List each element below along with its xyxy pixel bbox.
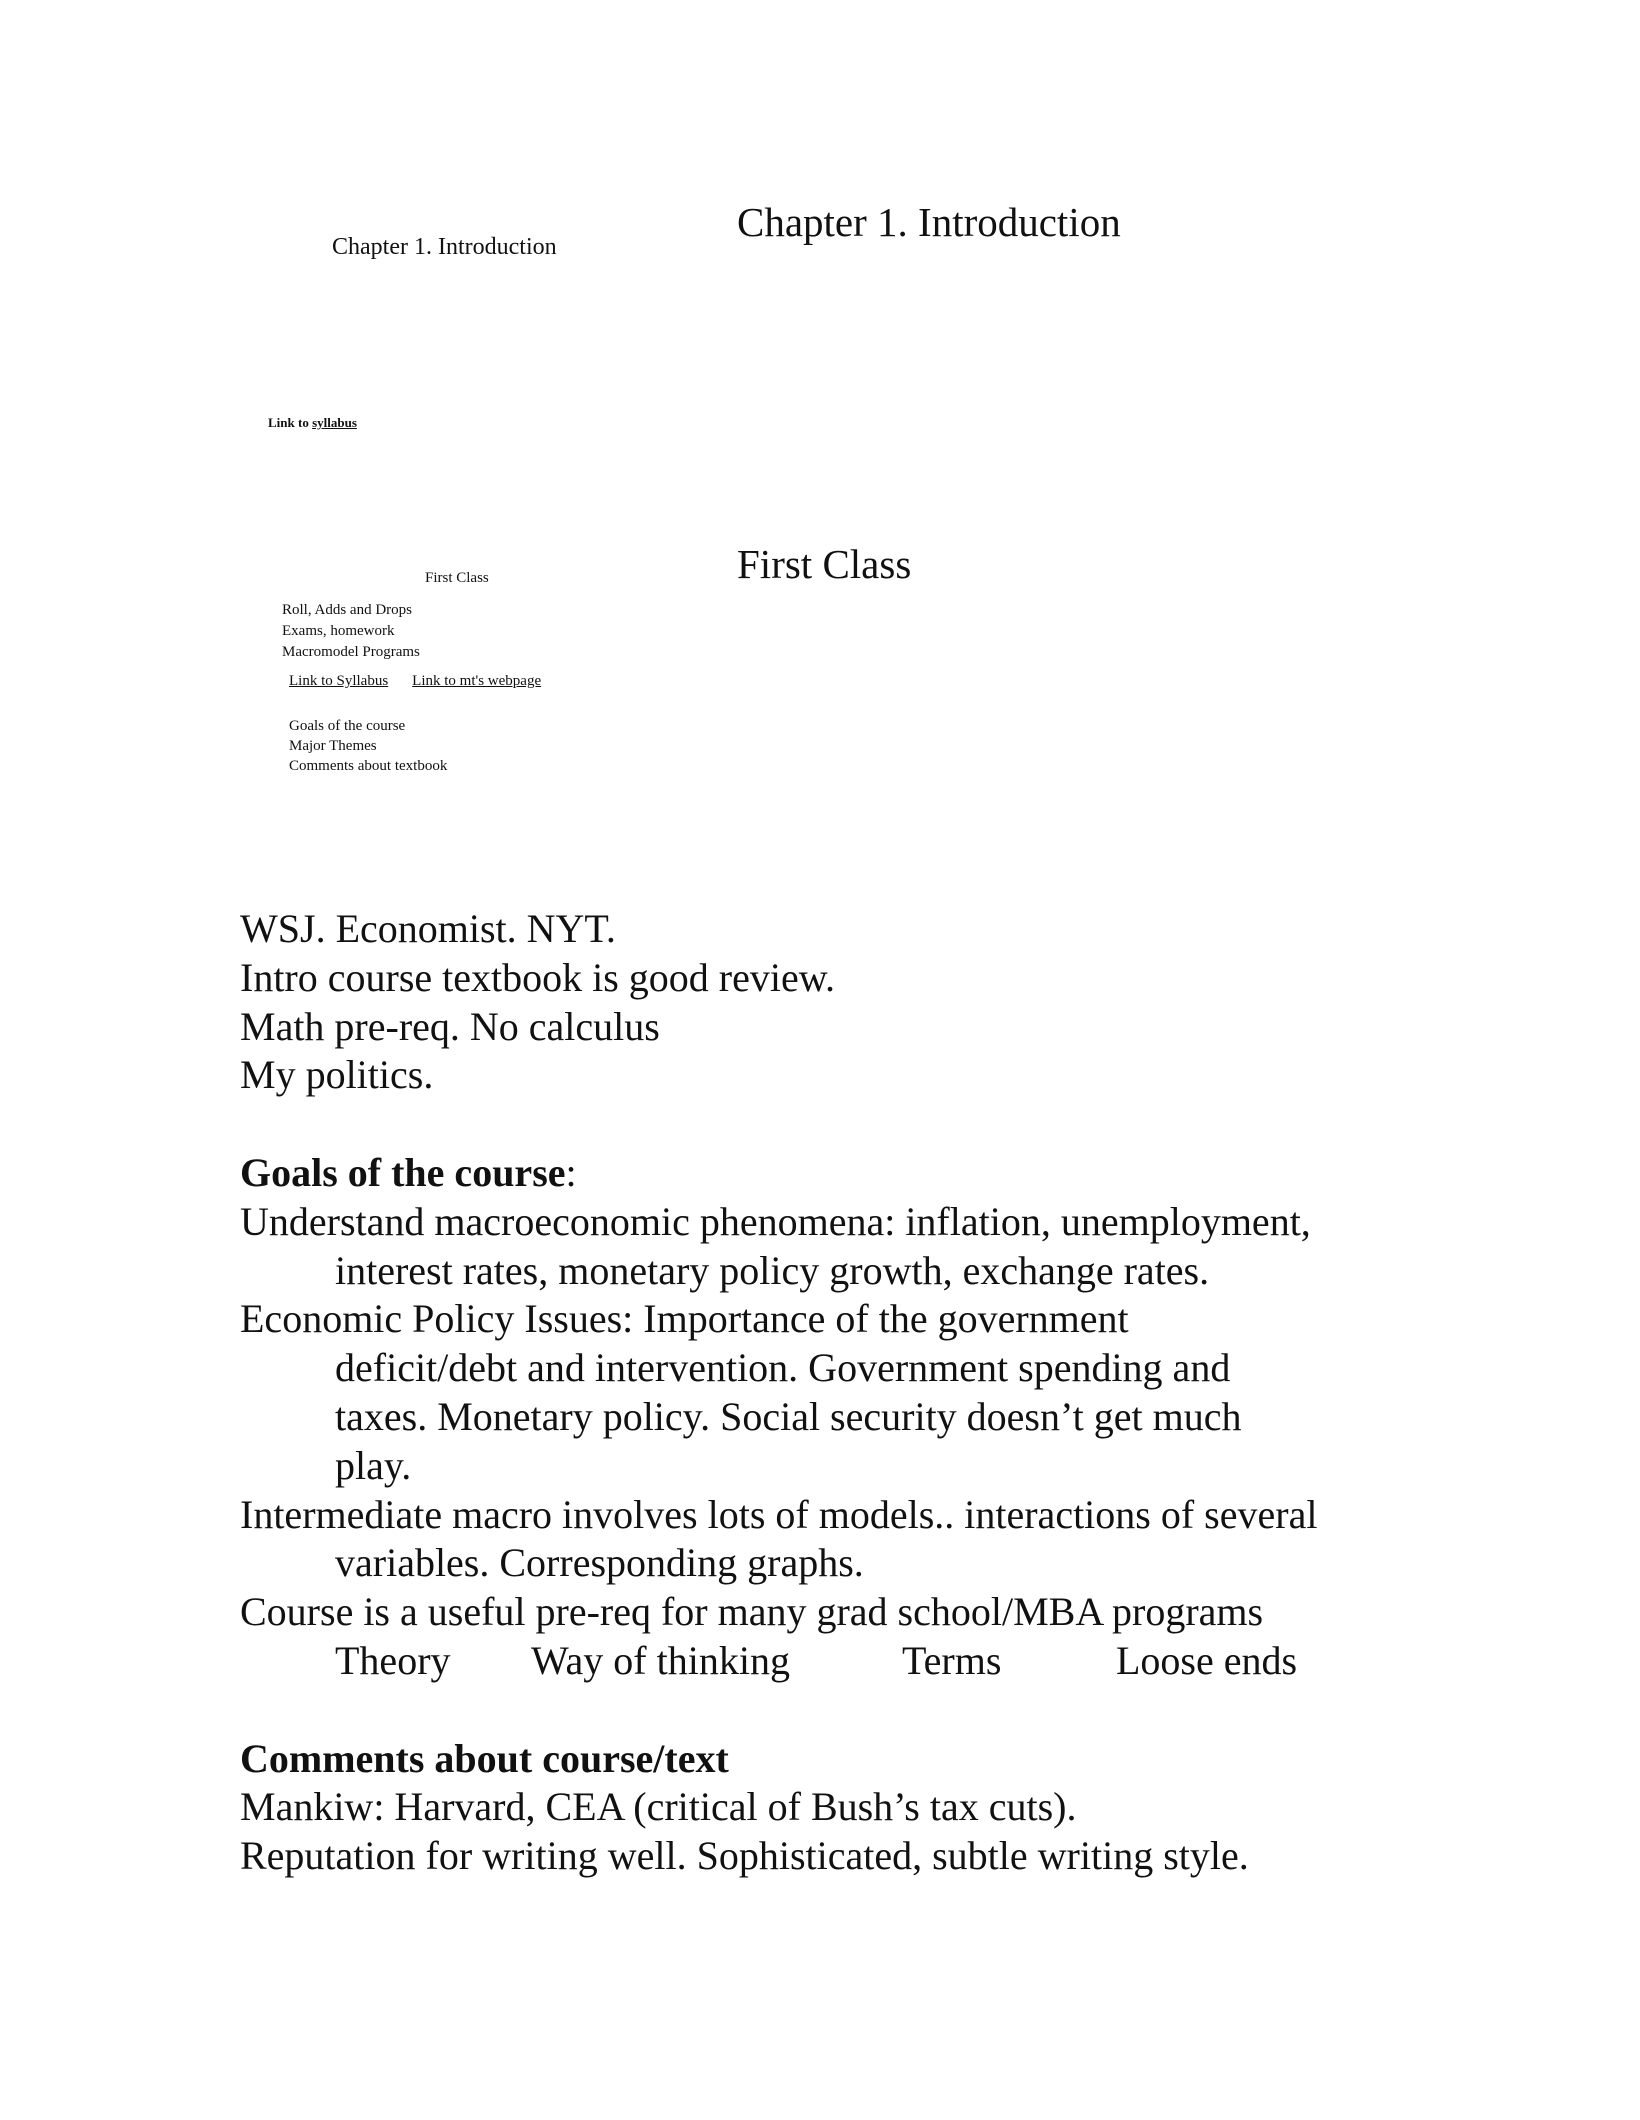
syllabus-link[interactable]: Link to Syllabus (289, 673, 389, 689)
notes-line: Reputation for writing well. Sophisticated, subtle writing style. (240, 1833, 1249, 1879)
notes-line: Intro course textbook is good review. (240, 954, 836, 1000)
term: Terms (902, 1637, 1002, 1683)
notes-line: play. (335, 1442, 412, 1488)
slide2-item: Roll, Adds and Drops (282, 602, 413, 618)
slide1-syllabus-link[interactable]: syllabus (312, 415, 357, 430)
comments-heading-line (240, 1735, 1420, 1784)
notes-line: Understand macroeconomic phenomena: inflation, unemployment, (240, 1198, 1311, 1244)
notes-line: interest rates, monetary policy growth, exchange rates. (335, 1247, 1210, 1293)
slide2-topics (289, 716, 447, 776)
slide2-topic: Major Themes (289, 738, 377, 754)
slide2-links (289, 673, 541, 690)
notes-line: Math pre-req. No calculus (240, 1003, 660, 1049)
term: Loose ends (1116, 1637, 1298, 1683)
first-class-heading: First Class (737, 541, 912, 587)
notes-line: deficit/debt and intervention. Government spending and (335, 1345, 1231, 1391)
slide2-item: Macromodel Programs (282, 644, 420, 660)
slide2-topic: Goals of the course (289, 718, 406, 734)
notes-line: Economic Policy Issues: Importance of the government (240, 1296, 1129, 1342)
notes-line: variables. Corresponding graphs. (335, 1540, 864, 1586)
term: Way of thinking (531, 1637, 790, 1683)
slide2-items (282, 600, 420, 663)
notes-line: taxes. Monetary policy. Social security doesn’t get much (335, 1393, 1242, 1439)
slide1-link-prefix: Link to (268, 415, 313, 430)
terms-row (240, 1637, 1420, 1686)
goals-heading-line (240, 1149, 1420, 1198)
chapter-heading: Chapter 1. Introduction (737, 199, 1121, 245)
term: Theory (335, 1637, 451, 1683)
slide2-item: Exams, homework (282, 623, 395, 639)
notes-line: My politics. (240, 1052, 434, 1098)
goals-heading: Goals of the course (240, 1149, 566, 1195)
webpage-link[interactable]: Link to mt's webpage (412, 673, 542, 689)
notes-line: Intermediate macro involves lots of models.. interactions of several (240, 1491, 1318, 1537)
slide2-title: First Class (425, 570, 489, 586)
notes-line: WSJ. Economist. NYT. (240, 906, 616, 951)
notes-line: Mankiw: Harvard, CEA (critical of Bush’s tax cuts). (240, 1784, 1077, 1830)
notes-body (240, 905, 1420, 1881)
comments-heading: Comments about course/text (240, 1735, 729, 1781)
goals-colon: : (565, 1149, 577, 1195)
slide2-topic: Comments about textbook (289, 758, 448, 774)
notes-line: Course is a useful pre-req for many grad school/MBA programs (240, 1589, 1264, 1635)
slide1-syllabus-link-line (268, 415, 357, 431)
slide1-title: Chapter 1. Introduction (332, 234, 557, 260)
